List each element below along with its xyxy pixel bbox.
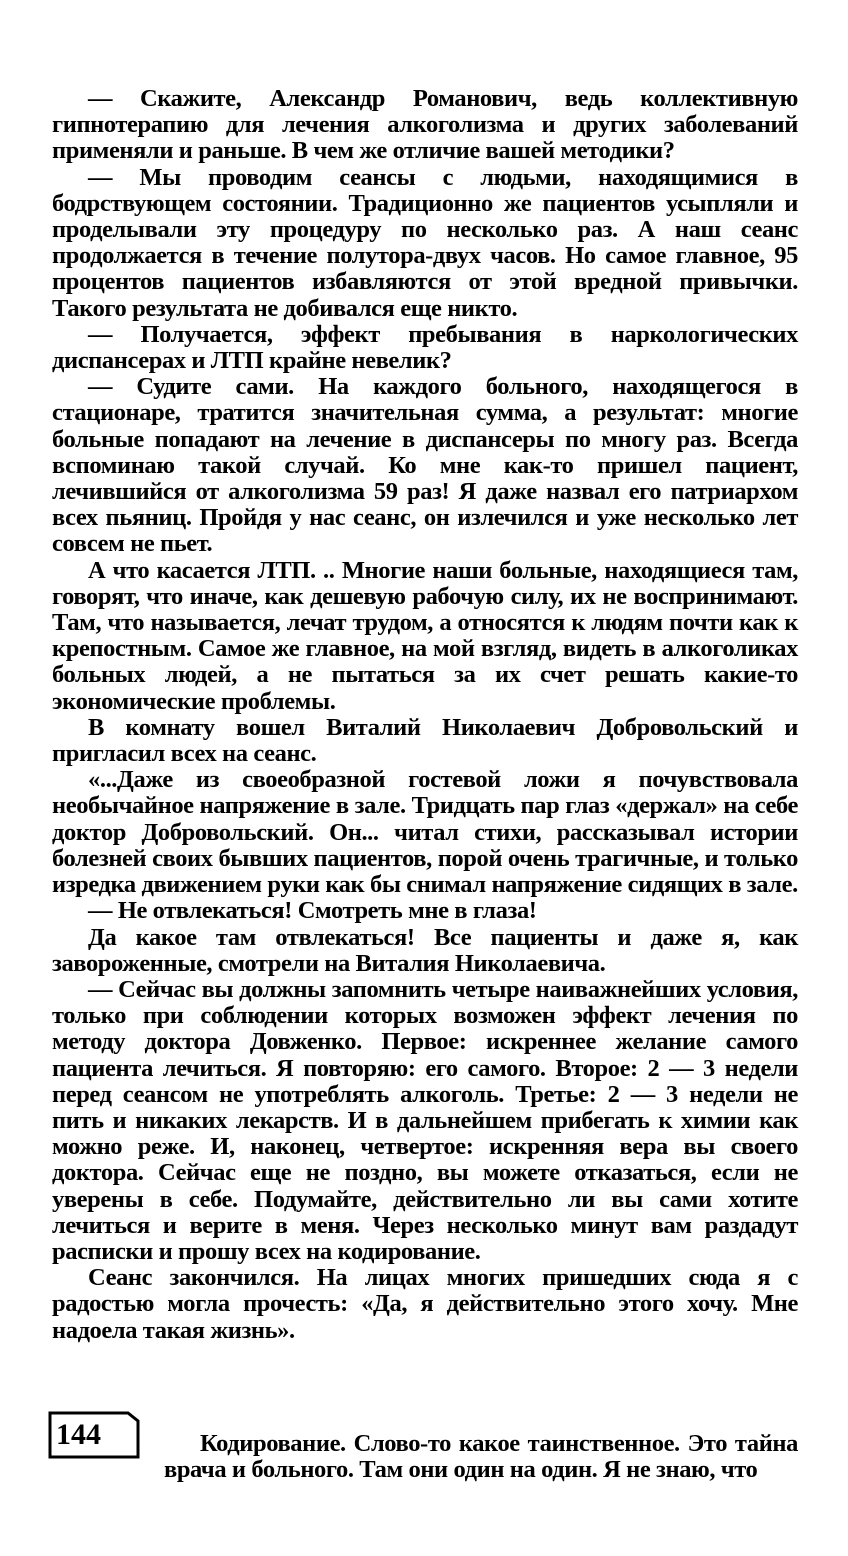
paragraph-ltp: А что касается ЛТП. .. Многие наши больные, находящиеся там, говорят, что иначе, как дешевую рабочую силу, их не воспринимают. Там, что называется, лечат трудом, а относятся к людям почти как к крепостным. Самое же главное, на мой взгляд, видеть в алкоголиках больных людей, а не пытаться за их счет решать какие-то экономические проблемы.	[52, 556, 798, 715]
page-number-box	[48, 1411, 136, 1457]
paragraph-question-2: — Получается, эффект пребывания в наркологических диспансерах и ЛТП крайне невелик?	[52, 320, 798, 375]
paragraph-question-1: — Скажите, Александр Романович, ведь коллективную гипнотерапию для лечения алкоголизма и других заболеваний применяли и раньше. В чем же отличие вашей методики?	[52, 85, 798, 165]
paragraph-entered: В комнату вошел Виталий Николаевич Добровольский и пригласил всех на сеанс.	[52, 713, 798, 768]
paragraph-conditions: — Сейчас вы должны запомнить четыре наиважнейших условия, только при соблюдении которых возможен эффект лечения по методу доктора Довженко. Первое: искреннее желание самого пациента лечиться. Я повторяю: его самого. Второе: 2 — 3 недели перед сеансом не употреблять алкоголь. Третье: 2 — 3 недели не пить и никаких лекарств. И в дальнейшем прибегать к химии как можно реже. И, наконец, четвертое: искренняя вера вы своего доктора. Сейчас еще не поздно, вы можете отказаться, если не уверены в себе. Подумайте, действительно ли вы сами хотите лечиться и верите в меня. Через несколько минут вам раздадут расписки и прошу всех на кодирование.	[52, 975, 798, 1265]
paragraph-bewitched: Да какое там отвлекаться! Все пациенты и даже я, как завороженные, смотрели на Виталия Николаевича.	[52, 923, 798, 977]
paragraph-coding: Кодирование. Слово-то какое таинственное. Это тайна врача и больного. Там они один на один. Я не знаю, что	[164, 1429, 798, 1483]
body-text	[52, 86, 798, 1344]
paragraph-session-ended: Сеанс закончился. На лицах многих пришедших сюда я с радостью могла прочесть: «Да, я действительно этого хочу. Мне надоела такая жизнь».	[52, 1264, 798, 1344]
paragraph-answer-1: — Мы проводим сеансы с людьми, находящимися в бодрствующем состоянии. Традиционно же пациентов усыпляли и проделывали эту процедуру по несколько раз. А наш сеанс продолжается в течение полутора-двух часов. Но самое главное, 95 процентов пациентов избавляются от этой вредной привычки. Такого результата не добивался еще никто.	[52, 163, 798, 322]
page-number: 144	[56, 1418, 101, 1451]
paragraph-answer-2: — Судите сами. На каждого больного, находящегося в стационаре, тратится значительная сумма, а результат: многие больные попадают на лечение в диспансеры по многу раз. Всегда вспоминаю такой случай. Ко мне как-то пришел пациент, лечившийся от алкоголизма 59 раз! Я даже назвал его патриархом всех пьяниц. Пройдя у нас сеанс, он излечился и уже несколько лет совсем не пьет.	[52, 373, 798, 558]
paragraph-guest-box: «...Даже из своеобразной гостевой ложи я почувствовала необычайное напряжение в зале. Тридцать пар глаз «держал» на себе доктор Добровольский. Он... читал стихи, рассказывал истории болезней своих бывших пациентов, порой очень трагичные, и только изредка движением руки как бы снимал напряжение сидящих в зале.	[52, 766, 798, 899]
paragraph-command: — Не отвлекаться! Смотреть мне в глаза!	[88, 897, 537, 925]
